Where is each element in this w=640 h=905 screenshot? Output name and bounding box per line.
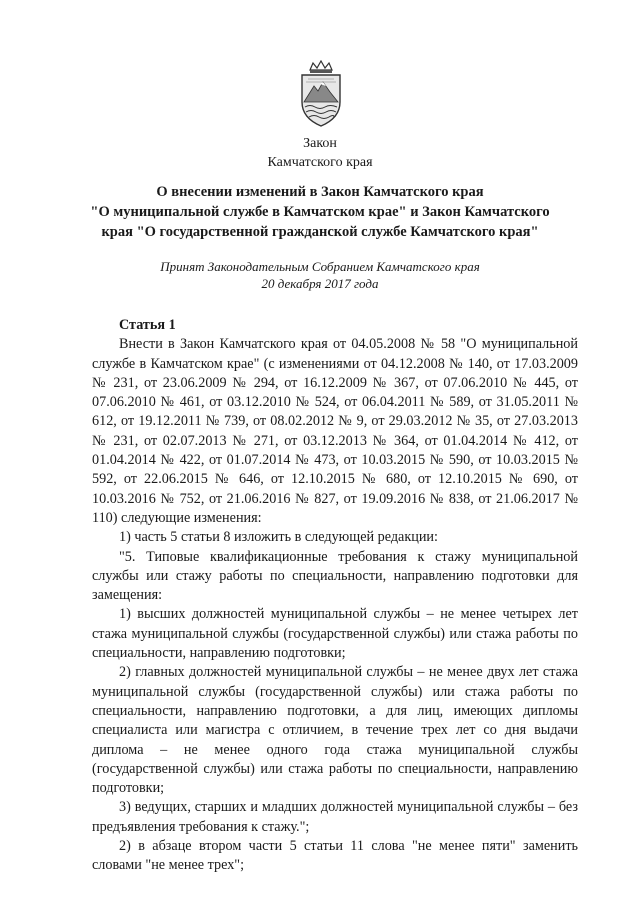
paragraph: 2) главных должностей муниципальной службы – не менее двух лет стажа муниципальной службы (государственной службы) или стажа работы по специальности, направлению подготовки, а для лиц, имеющих дипломы специалиста или магистра с отличием, в течение трех лет со дня выдачи диплома – не менее одного года стажа муниципальной службы (государственной службы) или стажа работы по специальности, направлению подготовки; (92, 664, 578, 797)
title-line-3: края "О государственной гражданской службе Камчатского края" (101, 224, 539, 240)
document-title (40, 182, 600, 242)
adoption-date: 20 декабря 2017 года (261, 276, 379, 291)
region-label: Камчатского края (267, 155, 373, 170)
paragraph: 1) часть 5 статьи 8 изложить в следующей редакции: (119, 529, 438, 546)
article-body (92, 316, 578, 876)
paragraph: Внести в Закон Камчатского края от 04.05.2008 № 58 "О муниципальной службе в Камчатском крае" (с изменениями от 04.12.2008 № 140, от 17.03.2009 № 231, от 23.06.2009 № 294, от 16.12.2009 № 367, от 07.06.2010 № 445, от 07.06.2010 № 461, от 03.12.2010 № 524, от 06.04.2011 № 589, от 31.05.2011 № 612, от 19.12.2011 № 739, от 08.02.2012 № 9, от 29.03.2012 № 35, от 27.03.2013 № 231, от 02.07.2013 № 271, от 03.12.2013 № 364, от 01.04.2014 № 412, от 01.04.2014 № 422, от 01.07.2014 № 473, от 10.03.2015 № 590, от 10.03.2015 № 592, от 22.06.2015 № 646, от 12.10.2015 № 680, от 12.10.2015 № 690, от 10.03.2016 № 752, от 21.06.2016 № 827, от 19.09.2016 № 838, от 21.06.2017 № 110) следующие изменения: (92, 336, 578, 526)
paragraph: 1) высших должностей муниципальной службы – не менее четырех лет стажа муниципальной службы (государственной службы) или стажа работы по специальности, направлению подготовки; (92, 606, 578, 662)
law-header (0, 134, 640, 172)
adoption-note (0, 258, 640, 292)
article-heading: Статья 1 (119, 317, 176, 333)
paragraph: "5. Типовые квалификационные требования к стажу муниципальной службы или стажу работы по специальности, направлению подготовки для замещения: (92, 548, 578, 604)
title-line-1: О внесении изменений в Закон Камчатского края (156, 184, 484, 200)
adoption-line-1: Принят Законодательным Собранием Камчатского края (160, 259, 480, 274)
paragraph: 2) в абзаце втором части 5 статьи 11 слова "не менее пяти" заменить словами "не менее трех"; (92, 838, 578, 874)
paragraph: 3) ведущих, старших и младших должностей муниципальной службы – без предъявления требования к стажу."; (92, 799, 578, 835)
law-label: Закон (303, 136, 337, 151)
coat-of-arms-emblem (296, 60, 346, 128)
title-line-2: "О муниципальной службе в Камчатском крае" и Закон Камчатского (90, 204, 550, 220)
